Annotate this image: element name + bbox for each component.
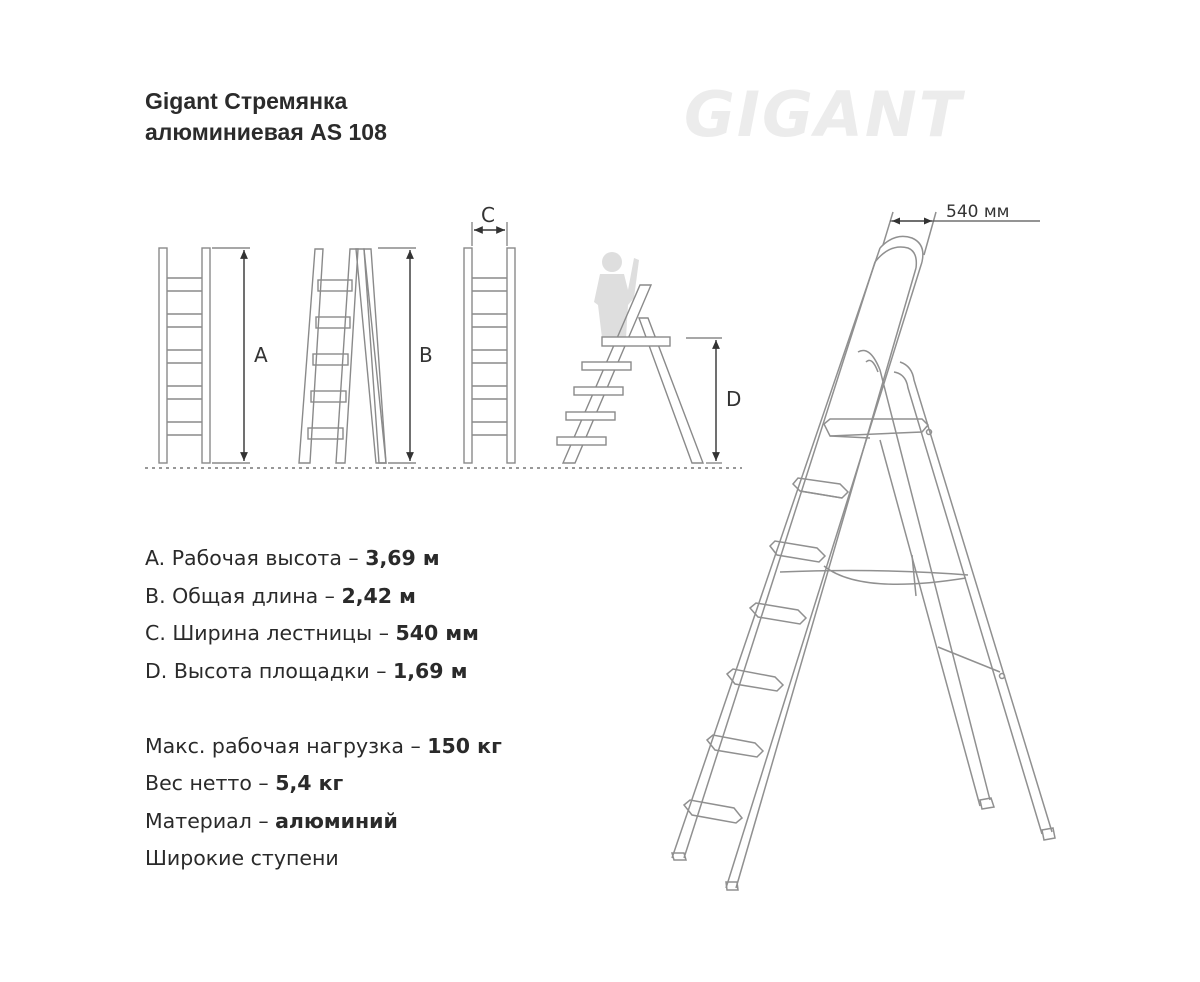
- label-a: A: [254, 343, 268, 367]
- spec-list: [145, 540, 502, 878]
- spec-material: Материал – алюминий: [145, 808, 398, 833]
- ladder-a-working-height: [159, 248, 250, 463]
- label-d: D: [726, 387, 742, 411]
- spec-ladder-width: C. Ширина лестницы – 540 мм: [145, 621, 479, 645]
- product-title-line-2: алюминиевая AS 108: [145, 119, 387, 145]
- spec-spacer: [145, 690, 502, 728]
- ladder-perspective-illustration: [672, 212, 1055, 890]
- ladder-d-platform-height: [557, 252, 722, 463]
- brand-watermark: GIGANT: [684, 78, 964, 151]
- spec-wide-steps: Широкие ступени: [145, 846, 339, 870]
- ladder-c-width: [464, 222, 515, 463]
- label-c: C: [481, 203, 495, 227]
- spec-total-length: B. Общая длина – 2,42 м: [145, 583, 416, 608]
- label-b: B: [419, 343, 433, 367]
- spec-platform-height: D. Высота площадки – 1,69 м: [145, 658, 468, 683]
- product-title-line-1: Gigant Стремянка: [145, 88, 348, 114]
- label-width-540: 540 мм: [946, 202, 1010, 222]
- person-figure: [594, 252, 639, 338]
- spec-max-load: Макс. рабочая нагрузка – 150 кг: [145, 733, 502, 758]
- ladder-b-total-length: [299, 248, 416, 463]
- spec-net-weight: Вес нетто – 5,4 кг: [145, 771, 344, 795]
- spec-working-height: A. Рабочая высота – 3,69 м: [145, 546, 440, 570]
